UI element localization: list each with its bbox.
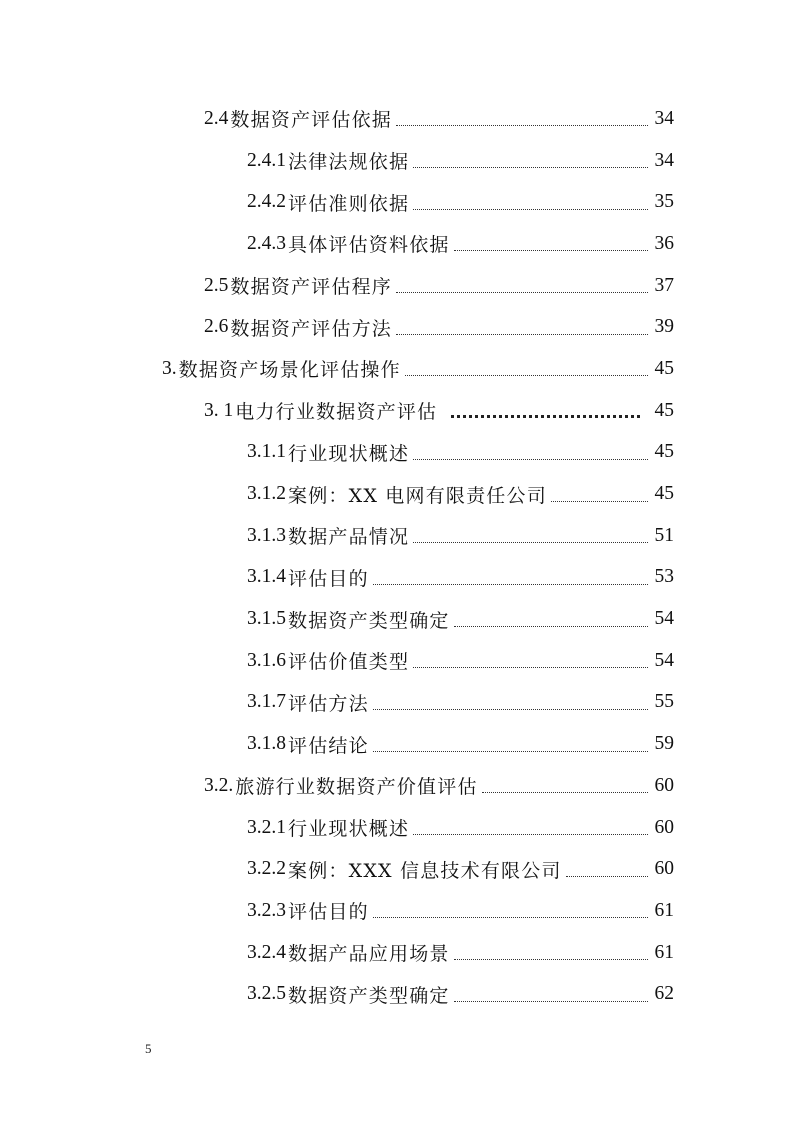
dot-leader <box>451 415 640 418</box>
toc-entry-number: 2.4.1 <box>247 149 286 171</box>
table-of-contents <box>0 98 793 1015</box>
dot-leader <box>405 375 648 376</box>
dot-leader <box>413 834 648 835</box>
toc-entry-number: 2.4.3 <box>247 232 286 254</box>
toc-entry-number: 3.1.6 <box>247 649 286 671</box>
toc-entry[interactable] <box>0 140 793 182</box>
toc-entry[interactable] <box>0 890 793 932</box>
toc-entry-title: 评估目的 <box>288 901 369 924</box>
toc-entry-number: 3.2.3 <box>247 899 286 921</box>
toc-entry[interactable] <box>0 432 793 474</box>
toc-entry-number: 3.2.1 <box>247 816 286 838</box>
toc-entry-title: 评估价值类型 <box>288 651 410 674</box>
dot-leader <box>413 667 648 668</box>
toc-entry-page: 54 <box>654 649 674 671</box>
dot-leader <box>396 334 648 335</box>
toc-entry-number: 2.5 <box>204 274 229 296</box>
toc-entry-title: 数据资产类型确定 <box>288 984 450 1007</box>
toc-entry-number: 3.1.7 <box>247 691 286 713</box>
toc-entry[interactable] <box>0 181 793 223</box>
toc-entry-page: 53 <box>654 566 674 588</box>
toc-entry-title: 数据资产场景化评估操作 <box>178 359 401 382</box>
toc-entry[interactable] <box>0 515 793 557</box>
toc-entry-number: 2.4.2 <box>247 191 286 213</box>
toc-entry-page: 62 <box>654 983 674 1005</box>
toc-entry-title: 评估方法 <box>288 692 369 715</box>
toc-entry-page: 39 <box>654 316 674 338</box>
toc-entry-number: 3.2. <box>204 774 234 796</box>
toc-entry-page: 45 <box>654 357 674 379</box>
dot-leader <box>413 459 648 460</box>
dot-leader <box>396 125 648 126</box>
dot-leader <box>454 250 648 251</box>
toc-entry-number: 2.4 <box>204 107 229 129</box>
toc-entry-number: 3.2.2 <box>247 858 286 880</box>
toc-entry-number: 3.1.5 <box>247 608 286 630</box>
toc-entry-page: 60 <box>654 816 674 838</box>
toc-entry-number: 3.1.1 <box>247 441 286 463</box>
toc-entry-title: 评估目的 <box>288 567 369 590</box>
toc-entry-title: 法律法规依据 <box>288 151 410 174</box>
toc-entry-title: 案例：XX 电网有限责任公司 <box>288 484 547 507</box>
toc-entry-number: 3.2.4 <box>247 941 286 963</box>
toc-entry-page: 59 <box>654 733 674 755</box>
toc-entry-title: 数据产品应用场景 <box>288 943 450 966</box>
toc-entry[interactable] <box>0 223 793 265</box>
toc-entry[interactable] <box>0 723 793 765</box>
dot-leader <box>373 917 648 918</box>
toc-entry-page: 45 <box>654 399 674 421</box>
toc-entry-title: 数据产品情况 <box>288 526 410 549</box>
toc-entry-page: 45 <box>654 483 674 505</box>
dot-leader <box>373 584 648 585</box>
toc-entry[interactable] <box>0 473 793 515</box>
toc-entry[interactable] <box>0 306 793 348</box>
toc-entry-page: 35 <box>654 191 674 213</box>
dot-leader <box>413 542 648 543</box>
toc-entry[interactable] <box>0 348 793 390</box>
toc-entry[interactable] <box>0 848 793 890</box>
dot-leader <box>373 709 648 710</box>
toc-entry-number: 3.1.2 <box>247 483 286 505</box>
toc-entry[interactable] <box>0 765 793 807</box>
toc-entry[interactable] <box>0 557 793 599</box>
toc-entry-title: 行业现状概述 <box>288 818 410 841</box>
toc-entry-title: 案例：XXX 信息技术有限公司 <box>288 859 562 882</box>
toc-entry-title: 数据资产评估程序 <box>230 276 392 299</box>
dot-leader <box>396 292 648 293</box>
toc-entry[interactable] <box>0 598 793 640</box>
toc-entry-title: 数据资产评估依据 <box>230 109 392 132</box>
toc-entry-page: 45 <box>654 441 674 463</box>
toc-entry-number: 2.6 <box>204 316 229 338</box>
toc-entry[interactable] <box>0 265 793 307</box>
toc-entry-page: 61 <box>654 899 674 921</box>
toc-entry-page: 36 <box>654 232 674 254</box>
toc-entry-number: 3.1.8 <box>247 733 286 755</box>
toc-entry-title: 数据资产类型确定 <box>288 609 450 632</box>
toc-entry-number: 3. 1 <box>204 399 234 421</box>
toc-entry-title: 评估结论 <box>288 734 369 757</box>
toc-entry-title: 旅游行业数据资产价值评估 <box>235 776 478 799</box>
toc-entry-title: 行业现状概述 <box>288 442 410 465</box>
toc-entry-title: 具体评估资料依据 <box>288 234 450 257</box>
toc-entry-number: 3.1.3 <box>247 524 286 546</box>
dot-leader <box>566 876 648 877</box>
toc-entry-page: 60 <box>654 858 674 880</box>
toc-entry-number: 3.1.4 <box>247 566 286 588</box>
toc-entry[interactable] <box>0 390 793 432</box>
toc-entry-title: 评估准则依据 <box>288 192 410 215</box>
toc-entry-page: 37 <box>654 274 674 296</box>
toc-entry-page: 34 <box>654 149 674 171</box>
dot-leader <box>454 626 648 627</box>
toc-entry-title: 电力行业数据资产评估 <box>235 401 438 424</box>
toc-entry-page: 55 <box>654 691 674 713</box>
toc-entry-number: 3.2.5 <box>247 983 286 1005</box>
toc-entry[interactable] <box>0 973 793 1015</box>
toc-entry-number: 3. <box>162 357 177 379</box>
dot-leader <box>413 167 648 168</box>
toc-entry[interactable] <box>0 932 793 974</box>
toc-entry[interactable] <box>0 807 793 849</box>
toc-entry-page: 60 <box>654 774 674 796</box>
page-number: 5 <box>145 1041 152 1056</box>
dot-leader <box>373 751 648 752</box>
toc-entry-page: 54 <box>654 608 674 630</box>
toc-entry[interactable] <box>0 640 793 682</box>
dot-leader <box>454 1001 648 1002</box>
toc-entry-title: 数据资产评估方法 <box>230 317 392 340</box>
toc-entry-page: 61 <box>654 941 674 963</box>
dot-leader <box>551 501 648 502</box>
dot-leader <box>454 959 648 960</box>
toc-entry[interactable] <box>0 682 793 724</box>
dot-leader <box>482 792 648 793</box>
toc-entry[interactable] <box>0 98 793 140</box>
dot-leader <box>413 209 648 210</box>
toc-entry-page: 51 <box>654 524 674 546</box>
toc-entry-page: 34 <box>654 107 674 129</box>
